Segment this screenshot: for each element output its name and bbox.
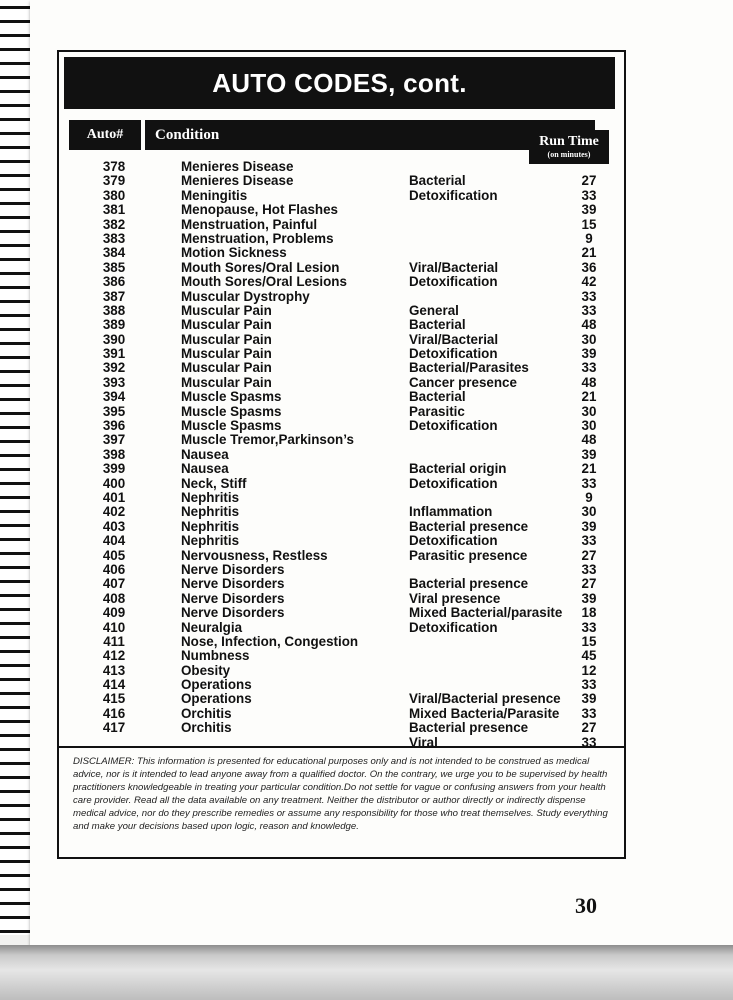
condition-name: Nephritis	[181, 533, 240, 549]
auto-number: 393	[102, 374, 126, 390]
auto-number: 404	[102, 533, 126, 549]
auto-number: 380	[102, 187, 126, 203]
table-row	[59, 347, 624, 361]
condition-detail: Detoxification	[409, 418, 498, 434]
table-row	[59, 462, 624, 476]
condition-name: Menieres Disease	[181, 159, 294, 174]
run-time: 21	[581, 461, 597, 477]
table-row	[59, 477, 624, 491]
condition-name: Nausea	[181, 446, 229, 462]
run-time: 48	[581, 432, 597, 448]
condition-detail: Parasitic presence	[409, 547, 528, 563]
condition-name: Operations	[181, 677, 252, 693]
condition-detail: Bacterial presence	[409, 518, 529, 534]
auto-number: 417	[102, 720, 126, 736]
condition-detail: Inflammation	[409, 504, 493, 520]
run-time: 45	[581, 648, 597, 664]
condition-name: Muscular Pain	[181, 302, 272, 318]
table-row	[59, 174, 624, 188]
table-row	[59, 520, 624, 534]
run-time: 21	[581, 389, 597, 405]
auto-number: 387	[102, 288, 126, 304]
run-time: 48	[581, 317, 597, 333]
condition-name: Muscular Pain	[181, 374, 272, 390]
disclaimer-divider	[59, 746, 624, 748]
run-time-unit: (on minutes)	[547, 150, 591, 159]
table-row	[59, 405, 624, 419]
spiral-binding	[0, 0, 33, 935]
table-row	[59, 189, 624, 203]
condition-name: Menieres Disease	[181, 173, 294, 189]
auto-number: 382	[102, 216, 126, 232]
table-row	[59, 261, 624, 275]
condition-detail: Viral presence	[409, 590, 501, 606]
auto-number: 406	[102, 561, 126, 577]
table-row	[59, 707, 624, 721]
run-time: 27	[581, 173, 597, 189]
condition-name: Muscular Pain	[181, 360, 272, 376]
table-row	[59, 649, 624, 663]
condition-name: Motion Sickness	[181, 245, 287, 261]
run-time: 30	[581, 403, 597, 419]
condition-name: Muscular Dystrophy	[181, 288, 310, 304]
condition-detail: Cancer presence	[409, 374, 517, 390]
auto-number: 381	[102, 202, 126, 218]
run-time: 27	[581, 547, 597, 563]
condition-name: Menstruation, Problems	[181, 230, 334, 246]
condition-detail: Parasitic	[409, 403, 465, 419]
run-time: 12	[581, 662, 597, 678]
condition-detail: Bacterial origin	[409, 461, 507, 477]
condition-detail: Detoxification	[409, 346, 498, 362]
run-time: 39	[581, 590, 597, 606]
condition-detail: Viral	[409, 734, 438, 750]
condition-name: Muscle Tremor,Parkinson’s	[181, 432, 354, 448]
auto-codes-table	[57, 50, 626, 859]
auto-number: 409	[102, 605, 126, 621]
table-row	[59, 721, 624, 735]
run-time: 15	[581, 216, 597, 232]
auto-number: 411	[103, 633, 125, 649]
run-time: 33	[581, 288, 597, 304]
run-time: 30	[581, 331, 597, 347]
auto-number: 415	[102, 691, 126, 707]
condition-detail: Detoxification	[409, 475, 498, 491]
condition-name: Meningitis	[181, 187, 248, 203]
condition-name: Nausea	[181, 461, 229, 477]
condition-detail: Mixed Bacteria/Parasite	[409, 705, 560, 721]
table-row	[59, 203, 624, 217]
run-time: 33	[581, 302, 597, 318]
run-time: 33	[581, 187, 597, 203]
condition-name: Muscle Spasms	[181, 389, 282, 405]
run-time: 33	[581, 561, 597, 577]
auto-number: 390	[102, 331, 126, 347]
condition-detail: Mixed Bacterial/parasite	[409, 605, 563, 621]
condition-detail: Bacterial	[409, 317, 466, 333]
table-row	[59, 361, 624, 375]
condition-name: Muscle Spasms	[181, 403, 282, 419]
run-time: 39	[581, 346, 597, 362]
table-row	[59, 577, 624, 591]
table-row	[59, 606, 624, 620]
run-time: 48	[581, 374, 597, 390]
auto-number: 398	[102, 446, 126, 462]
auto-number: 378	[102, 159, 126, 174]
condition-name: Neck, Stiff	[181, 475, 247, 491]
table-row	[59, 390, 624, 404]
condition-detail: Detoxification	[409, 187, 498, 203]
condition-detail: Detoxification	[409, 533, 498, 549]
table-row	[59, 635, 624, 649]
auto-number: 392	[102, 360, 126, 376]
table-row	[59, 534, 624, 548]
auto-number: 414	[102, 677, 126, 693]
condition-name: Orchitis	[181, 720, 232, 736]
auto-number: 379	[102, 173, 126, 189]
condition-name: Menstruation, Painful	[181, 216, 318, 232]
auto-number: 395	[102, 403, 126, 419]
run-time: 30	[581, 504, 597, 520]
condition-detail: Bacterial	[409, 389, 466, 405]
condition-name: Numbness	[181, 648, 250, 664]
table-row	[59, 304, 624, 318]
table-row	[59, 448, 624, 462]
binder-bottom-edge	[0, 945, 733, 1000]
auto-number: 416	[102, 705, 126, 721]
auto-number: 396	[102, 418, 126, 434]
run-time: 33	[581, 533, 597, 549]
condition-name: Nose, Infection, Congestion	[181, 633, 359, 649]
table-row	[59, 433, 624, 447]
condition-name: Muscle Spasms	[181, 418, 282, 434]
table-body	[59, 160, 624, 750]
table-row	[59, 549, 624, 563]
auto-number: 400	[102, 475, 126, 491]
condition-name: Muscular Pain	[181, 346, 272, 362]
condition-name: Mouth Sores/Oral Lesions	[181, 274, 347, 290]
auto-number: 413	[102, 662, 126, 678]
run-time: 39	[581, 202, 597, 218]
condition-name: Nerve Disorders	[181, 576, 285, 592]
run-time: 33	[581, 360, 597, 376]
auto-number: 410	[102, 619, 126, 635]
run-time: 30	[581, 418, 597, 434]
run-time: 33	[581, 619, 597, 635]
auto-number: 386	[102, 274, 126, 290]
condition-name: Orchitis	[181, 705, 232, 721]
run-time: 33	[581, 677, 597, 693]
run-time: 33	[581, 734, 597, 750]
auto-number: 385	[102, 259, 126, 275]
page-title: AUTO CODES, cont.	[64, 57, 615, 109]
condition-name: Menopause, Hot Flashes	[181, 202, 338, 218]
table-row	[59, 290, 624, 304]
run-time: 27	[581, 720, 597, 736]
condition-name: Mouth Sores/Oral Lesion	[181, 259, 340, 275]
auto-number: 389	[102, 317, 126, 333]
table-row	[59, 563, 624, 577]
condition-name: Muscular Pain	[181, 317, 272, 333]
auto-number: 402	[102, 504, 126, 520]
table-row	[59, 246, 624, 260]
auto-number: 405	[102, 547, 126, 563]
condition-detail: Detoxification	[409, 619, 498, 635]
auto-number: 408	[102, 590, 126, 606]
table-row	[59, 505, 624, 519]
table-row	[59, 491, 624, 505]
condition-detail: General	[409, 302, 459, 318]
auto-number: 384	[102, 245, 126, 261]
disclaimer-text: DISCLAIMER: This information is presented for educational purposes only and is not intended to be construed as medical advice, nor is it intended to lead anyone away from a qualified doctor. On the contrary, we urge you to be supervised by health practitioners knowledgeable in treating your particular condition.Do not settle for vague or confusing answers from your health care provider. Read all the data available on any treatment. Neither the distributor or author directly or indirectly dispense medical advice, nor do they prescribe remedies or assume any responsibility for those who treat themselves. Study everything and make your decisions based upon logic, reason and knowledge.	[73, 756, 608, 832]
condition-name: Neuralgia	[181, 619, 243, 635]
run-time: 42	[581, 274, 597, 290]
run-time: 15	[581, 633, 597, 649]
auto-number: 407	[102, 576, 126, 592]
column-header-run-time	[529, 130, 609, 164]
auto-number: 412	[102, 648, 126, 664]
column-header-auto: Auto#	[69, 120, 141, 150]
condition-name: Nerve Disorders	[181, 561, 285, 577]
auto-number: 383	[102, 230, 126, 246]
run-time: 39	[581, 518, 597, 534]
auto-number: 399	[102, 461, 126, 477]
condition-detail: Bacterial presence	[409, 576, 529, 592]
table-row	[59, 376, 624, 390]
condition-name: Nephritis	[181, 518, 240, 534]
condition-name: Obesity	[181, 662, 231, 678]
table-row	[59, 160, 624, 174]
run-time: 39	[581, 691, 597, 707]
run-time: 18	[581, 605, 597, 621]
condition-detail: Bacterial	[409, 173, 466, 189]
condition-name: Nephritis	[181, 489, 240, 505]
condition-name: Muscular Pain	[181, 331, 272, 347]
auto-number: 388	[102, 302, 126, 318]
table-row	[59, 275, 624, 289]
run-time: 33	[581, 705, 597, 721]
table-row	[59, 678, 624, 692]
auto-number: 403	[102, 518, 126, 534]
table-row	[59, 218, 624, 232]
condition-detail: Detoxification	[409, 274, 498, 290]
table-row	[59, 318, 624, 332]
table-row	[59, 664, 624, 678]
run-time: 27	[581, 576, 597, 592]
condition-detail: Viral/Bacterial presence	[409, 691, 561, 707]
condition-name: Nephritis	[181, 504, 240, 520]
condition-detail: Viral/Bacterial	[409, 331, 499, 347]
run-time: 33	[581, 475, 597, 491]
condition-detail: Viral/Bacterial	[409, 259, 499, 275]
run-time: 21	[581, 245, 597, 261]
page-number: 30	[575, 893, 597, 918]
table-row	[59, 692, 624, 706]
run-time: 39	[581, 446, 597, 462]
table-row	[59, 333, 624, 347]
auto-number: 397	[102, 432, 126, 448]
condition-detail: Bacterial/Parasites	[409, 360, 529, 376]
auto-number: 391	[102, 346, 126, 362]
condition-name: Nerve Disorders	[181, 590, 285, 606]
run-time-label: Run Time	[539, 134, 599, 149]
table-row	[59, 419, 624, 433]
auto-number: 394	[102, 389, 126, 405]
table-row	[59, 621, 624, 635]
condition-name: Nervousness, Restless	[181, 547, 328, 563]
auto-number: 401	[102, 489, 126, 505]
column-header-condition: Condition	[145, 120, 595, 150]
condition-detail: Bacterial presence	[409, 720, 529, 736]
table-row	[59, 592, 624, 606]
condition-name: Operations	[181, 691, 252, 707]
run-time: 9	[585, 489, 593, 505]
condition-name: Nerve Disorders	[181, 605, 285, 621]
run-time: 36	[581, 259, 597, 275]
run-time: 9	[585, 230, 593, 246]
table-row	[59, 232, 624, 246]
